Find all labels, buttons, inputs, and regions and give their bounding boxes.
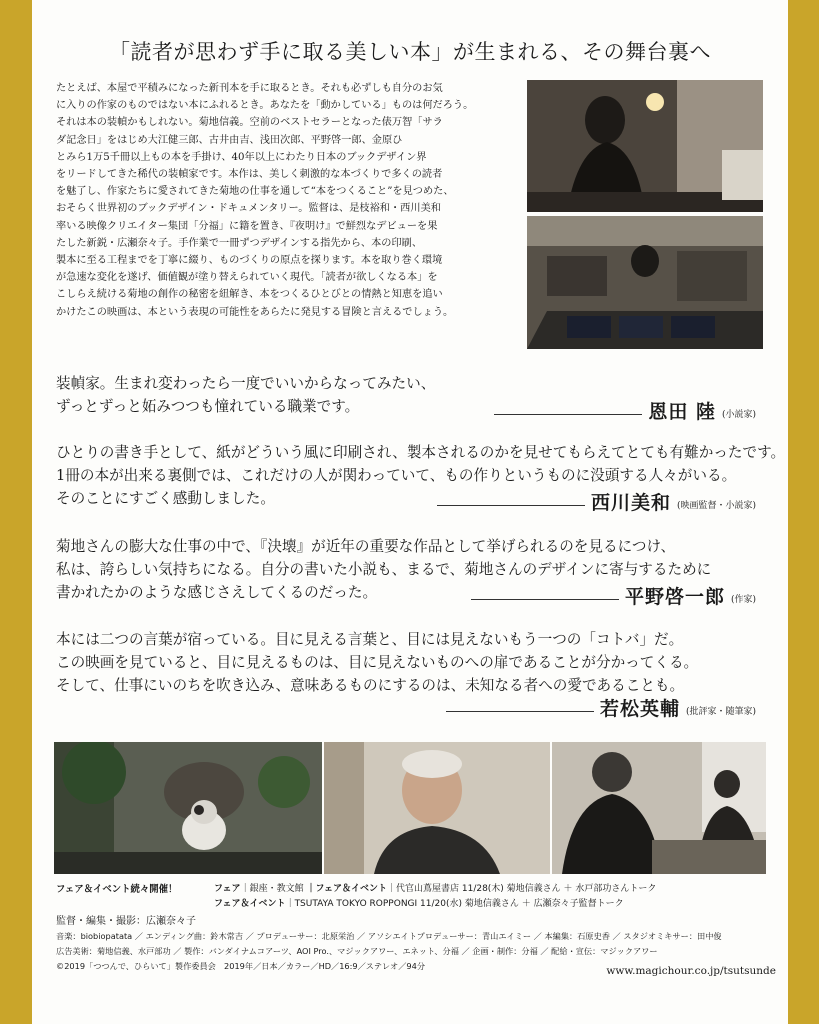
event-venue: ｜TSUTAYA TOKYO ROPPONGI 11/20(水) 菊地信義さん ＋ 広瀬奈々子監督トーク <box>285 899 624 909</box>
intro-line: たとえば、本屋で平積みになった新刊本を手に取るとき。それも必ずしも自分のお気 <box>56 83 443 94</box>
event-tag: ｜フェア＆イベント <box>306 884 387 894</box>
photo-strip <box>54 742 766 874</box>
quote-line: 書かれたかのような感じさえしてくるのだった。 <box>56 584 378 601</box>
signature-rule <box>494 414 642 415</box>
quote-hirano <box>56 535 766 610</box>
credit-line: ©2019「つつんで、ひらいて」製作委員会 2019年／日本／カラー／HD／16:9／ステレオ／94分 <box>56 961 426 971</box>
quote-line: 装幀家。生まれ変わったら一度でいいからなってみたい、 <box>56 375 436 392</box>
intro-text <box>56 80 544 321</box>
signature-rule <box>437 505 585 506</box>
quote-author-role: (小説家) <box>721 410 756 420</box>
intro-line: ダ記念日」をはじめ大江健三郎、古井由吉、浅田次郎、平野啓一郎、金原ひ <box>56 134 403 146</box>
quote-line: そのことにすごく感動しました。 <box>56 490 275 507</box>
credit-line: 音楽：biobiopatata ／ エンディング曲：鈴木常吉 ／ プロデューサー：北原栄治 ／ アソシエイトプロデューサー：青山エイミー ／ 本編集：石原史香 ／ スタジオミキサー：田中俊 <box>56 931 722 941</box>
event-tag: フェア <box>214 884 241 894</box>
headline: 「読者が思わず手に取る美しい本」が生まれる、その舞台裏へ <box>109 40 711 64</box>
flyer-page <box>32 0 788 1024</box>
intro-line: とみら1万5千冊以上もの本を手掛け、40年以上にわたり日本のブックデザイン界 <box>56 151 427 163</box>
signature-rule <box>446 711 594 712</box>
photo-designer-at-desk <box>527 80 763 212</box>
intro-line: 製本に至る工程までを丁寧に綴り、ものづくりの原点を探ります。本を取り巻く環境 <box>56 255 443 267</box>
signature-rule <box>471 599 619 600</box>
quote-author-role: (作家) <box>730 595 756 605</box>
quote-line: この映画を見ていると、目に見えるものは、目に見えないものへの扉であることが分かってくる。 <box>56 654 699 671</box>
intro-line: こしらえ続ける菊地の創作の秘密を紐解き、本をつくるひとびとの情熱と知恵を追い <box>56 289 443 301</box>
intro-line: を魅了し、作家たちに愛されてきた菊地の仕事を通して“本をつくること”を見つめた、 <box>56 186 454 198</box>
quote-nishikawa <box>56 441 786 516</box>
quote-onda <box>56 372 766 427</box>
event-venue: ｜銀座・教文館 <box>240 884 307 894</box>
photo-print-factory <box>527 216 763 349</box>
quote-line: 1冊の本が出来る裏側では、これだけの人が関わっていて、もの作りというものに没頭する人々がいる。 <box>56 467 737 484</box>
quote-signature <box>494 397 756 424</box>
event-row <box>214 882 656 897</box>
quote-line: ひとりの書き手として、紙がどういう風に印刷され、製本されるのかを見せてもらえてとても有難かったです。 <box>56 444 786 461</box>
quote-signature <box>437 488 756 515</box>
intro-line: をリードしてきた稀代の装幀家です。本作は、美しく刺激的な本づくりで多くの読者 <box>56 169 443 181</box>
event-rows <box>214 882 656 912</box>
photo-cat-garden <box>54 742 322 874</box>
intro-line: 率いる映像クリエイター集団「分福」に籍を置き、『夜明け』で鮮烈なデビューを果 <box>56 220 438 232</box>
quote-author-role: (批評家・随筆家) <box>685 707 756 717</box>
quote-line: そして、仕事にいのちを吹き込み、意味あるものにするのは、未知なる者への愛であることも。 <box>56 677 685 694</box>
intro-line: に入りの作家のものではない本にふれるとき。あなたを「動かしている」ものは何だろう。 <box>56 100 474 112</box>
quote-author-name: 西川美和 <box>590 492 671 514</box>
event-tag: フェア＆イベント <box>214 899 286 909</box>
photo-kikuchi-smiling <box>324 742 550 874</box>
quote-signature <box>446 694 756 721</box>
quote-author-name: 恩田 陸 <box>648 401 716 423</box>
photo-meeting-room <box>552 742 766 874</box>
quote-author-role: (映画監督・小説家) <box>676 501 756 511</box>
intro-line: たした新鋭・広瀬奈々子。手作業で一冊ずつデザインする指先から、本の印刷、 <box>56 237 423 249</box>
intro-line: かけたこの映画は、本という表現の可能性をあらたに発見する冒険と言えるでしょう。 <box>56 306 454 318</box>
intro-line: おそらく世界初のブックデザイン・ドキュメンタリー。監督は、是枝裕和・西川美和 <box>56 203 441 215</box>
quote-line: 菊地さんの膨大な仕事の中で、『決壊』が近年の重要な作品として挙げられるのを見るにつけ、 <box>56 538 676 555</box>
quote-signature <box>471 582 756 609</box>
quote-line: ずっとずっと妬みつつも憧れている職業です。 <box>56 398 360 415</box>
event-row <box>214 897 656 912</box>
credit-director: 監督・編集・撮影：広瀬奈々子 <box>56 916 196 927</box>
quote-author-name: 若松英輔 <box>599 698 680 720</box>
website-url[interactable]: www.magichour.co.jp/tsutsunde <box>606 965 776 977</box>
quote-author-name: 平野啓一郎 <box>624 586 725 608</box>
event-label: フェア＆イベント続々開催！ <box>56 884 178 895</box>
intro-line: が急速な変化を遂げ、価値観が塗り替えられていく現代。「読者が欲しくなる本」を <box>56 272 438 284</box>
quote-wakamatsu <box>56 628 766 720</box>
quote-line: 本には二つの言葉が宿っている。目に見える言葉と、目には見えないもう一つの「コトバ」だ。 <box>56 631 684 648</box>
event-venue: ｜代官山蔦屋書店 11/28(木) 菊地信義さん ＋ 水戸部功さんトーク <box>387 884 657 894</box>
credit-line: 広告美術：菊地信義、水戸部功 ／ 製作：バンダイナムコアーツ、AOI Pro.、マジックアワー、エネット、分福 ／ 企画・制作：分福 ／ 配給・宣伝：マジックアワー <box>56 946 658 956</box>
quote-line: 私は、誇らしい気持ちになる。自分の書いた小説も、まるで、菊地さんのデザインに寄与するために <box>56 561 712 578</box>
intro-line: それは本の装幀かもしれない。菊地信義。空前のベストセラーとなった俵万智「サラ <box>56 117 443 129</box>
